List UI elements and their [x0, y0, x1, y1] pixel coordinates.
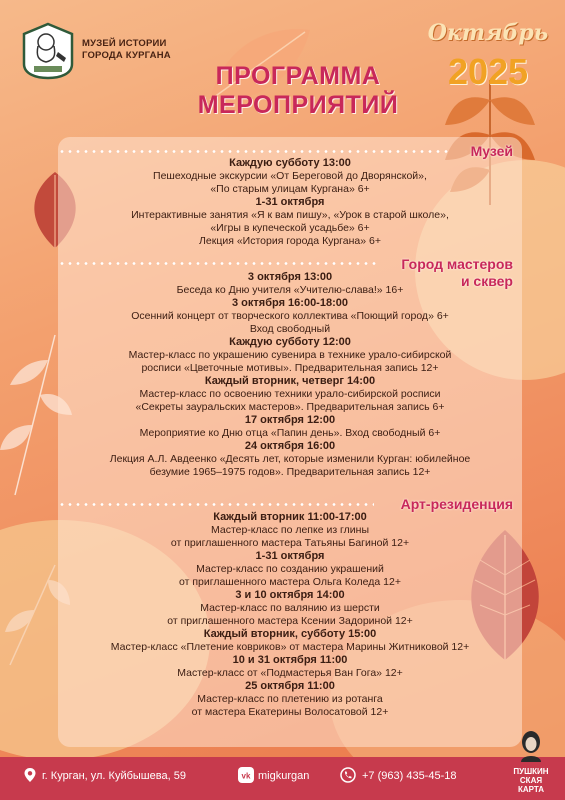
- event-description: Осенний концерт от творческого коллектива «Поющий город» 6+: [131, 310, 449, 322]
- event-description: росписи «Цветочные мотивы». Предварительная запись 12+: [141, 362, 439, 374]
- event-date: 3 и 10 октября 14:00: [235, 589, 345, 601]
- event-description: Беседа ко Дню учителя «Учителю-слава!» 16+: [176, 284, 404, 296]
- event-description: Мастер-класс по лепке из глины: [210, 524, 369, 536]
- pushkin-card-badge: [507, 730, 555, 794]
- year-label: 2025: [447, 51, 529, 92]
- event-description: Мастер-класс по освоению техники урало-сибирской росписи: [139, 388, 441, 400]
- event-description: Мастер-класс «Плетение ковриков» от мастера Марины Житниковой 12+: [110, 641, 470, 653]
- phone-icon: [340, 767, 356, 783]
- pushkin-card-label: [507, 767, 555, 794]
- event-description: от приглашенного мастера Ольга Коледа 12+: [179, 576, 401, 588]
- museum-section: [62, 157, 518, 248]
- museum-name-line: ГОРОДА КУРГАНА: [82, 50, 171, 61]
- event-date: 1-31 октября: [255, 196, 325, 208]
- museum-name: [82, 38, 202, 62]
- event-date: 25 октября 11:00: [245, 680, 335, 692]
- event-description: Мастер-класс по украшению сувенира в технике урало-сибирской: [128, 349, 452, 361]
- event-description: Мастер-класс по созданию украшений: [196, 563, 384, 575]
- event-date: Каждый вторник, четверг 14:00: [204, 375, 376, 387]
- event-description: «Секреты зауральских мастеров». Предварительная запись 6+: [135, 401, 445, 413]
- title-line: ПРОГРАММА: [215, 62, 381, 90]
- event-description: от приглашенного мастера Татьяны Багиной 12+: [170, 537, 410, 549]
- pushkin-card-line: КАРТА: [517, 785, 545, 794]
- event-date: 3 октября 13:00: [247, 271, 333, 283]
- title-line: МЕРОПРИЯТИЙ: [197, 91, 399, 119]
- event-description: Лекция А.Л. Авдеенко «Десять лет, которые изменили Курган: юбилейное: [109, 453, 471, 465]
- event-date: 10 и 31 октября 11:00: [232, 654, 348, 666]
- vk-icon: [238, 767, 254, 783]
- event-description: «По старым улицам Кургана» 6+: [210, 183, 370, 195]
- svg-text:vk: vk: [241, 771, 251, 781]
- event-date: Каждый вторник 11:00-17:00: [213, 511, 367, 523]
- event-description: от приглашенного мастера Ксении Задориной 12+: [167, 615, 413, 627]
- phone-link[interactable]: +7 (963) 435-45-18: [362, 770, 457, 782]
- event-description: Мастер-класс от «Подмастерья Ван Гога» 12+: [177, 667, 403, 679]
- event-description: Вход свободный: [249, 323, 331, 335]
- museum-logo: [20, 22, 76, 80]
- event-date: 1-31 октября: [255, 550, 325, 562]
- section-heading-line: Город мастеров: [401, 256, 513, 272]
- event-description: «Игры в купеческой усадьбе» 6+: [210, 222, 370, 234]
- event-description: Мероприятие ко Дню отца «Папин день». Вход свободный 6+: [139, 427, 441, 439]
- masters-section: [62, 271, 518, 479]
- event-date: 3 октября 16:00-18:00: [232, 297, 348, 309]
- pushkin-card-line: СКАЯ: [519, 776, 543, 785]
- museum-name-line: МУЗЕЙ ИСТОРИИ: [82, 38, 167, 49]
- page-title: [168, 62, 428, 120]
- section-heading-art: Арт-резиденция: [400, 496, 513, 512]
- divider-dots: [58, 503, 374, 506]
- art-section: [62, 511, 518, 719]
- divider-dots: [58, 262, 378, 265]
- address-link[interactable]: г. Курган, ул. Куйбышева, 59: [42, 770, 186, 782]
- event-description: Мастер-класс по валянию из шерсти: [200, 602, 380, 614]
- event-date: 17 октября 12:00: [244, 414, 336, 426]
- pushkin-card-line: ПУШКИН: [513, 767, 549, 776]
- section-heading-line: и сквер: [460, 273, 513, 289]
- event-description: Лекция «История города Кургана» 6+: [199, 235, 381, 247]
- section-heading-museum: Музей: [470, 143, 513, 159]
- pushkin-portrait-icon: [517, 730, 545, 762]
- event-date: Каждую субботу 12:00: [229, 336, 351, 348]
- event-date: Каждую субботу 13:00: [229, 157, 351, 169]
- footer: [0, 757, 565, 800]
- event-description: безумие 1965–1975 годов». Предварительная запись 12+: [149, 466, 431, 478]
- event-description: Пешеходные экскурсии «От Береговой до Дворянской»,: [153, 170, 427, 182]
- vk-link[interactable]: migkurgan: [258, 770, 310, 782]
- divider-dots: [58, 150, 450, 153]
- location-pin-icon: [22, 767, 38, 783]
- event-description: Мастер-класс по плетению из ротанга: [197, 693, 383, 705]
- event-date: 24 октября 16:00: [244, 440, 336, 452]
- event-description: Интерактивные занятия «Я к вам пишу», «Урок в старой школе»,: [131, 209, 449, 221]
- event-date: Каждый вторник, субботу 15:00: [203, 628, 377, 640]
- month-label: Октябрь: [427, 20, 549, 46]
- event-description: от мастера Екатерины Волосатовой 12+: [191, 706, 389, 718]
